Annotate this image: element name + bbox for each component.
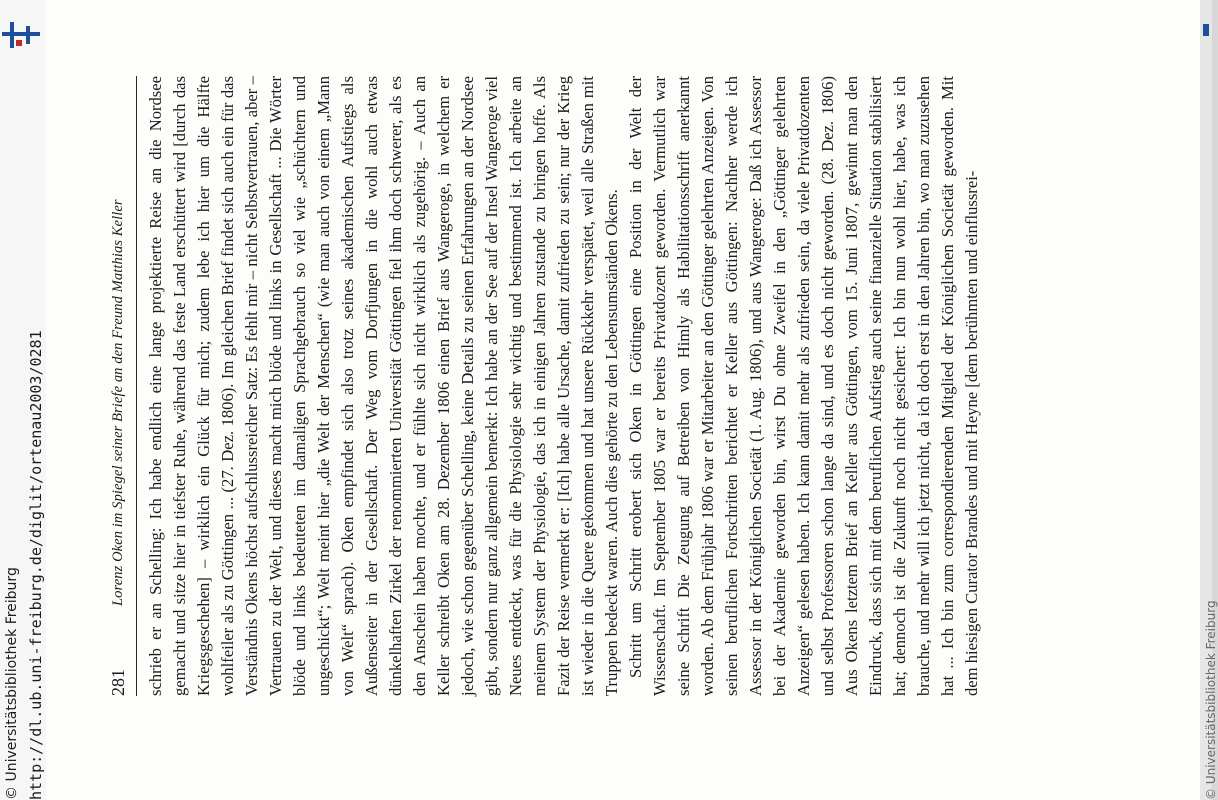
library-logo-icon [2, 22, 40, 48]
copyright-label: © Universitätsbibliothek Freiburg [4, 567, 20, 800]
viewer-left-margin [0, 0, 46, 800]
paragraph: Schritt um Schritt erobert sich Oken in Göttingen eine Position in der Welt der Wissenschaft. Im September 1805 war er bereits Privatdozent geworden. Vermutlich war seine Schrift Die Zeugung auf Betreiben von Himly als Habilitationsschrift anerkannt worden. Ab dem Frühjahr 1806 war er Mitarbeiter an den Göttinger gelehrten Anzeigen. Von seinen beruflichen Fortschritten berichtet er Keller aus Göttingen: Nachher werde ich Assessor in der Königlichen Societät (1. Aug. 1806), und aus Wangeroge: Daß ich Assessor bei der Akademie geworden bin, wirst Du ohne Zweifel in den „Göttinger gelehrten Anzeigen“ gelesen haben. Ich kann damit mehr als zufrieden sein, da viele Privatdozenten und selbst Professoren schon lange da sind, und es doch nicht geworden. (28. Dez. 1806) Aus Okens letztem Brief an Keller aus Göttingen, vom 15. Juni 1807, gewinnt man den Eindruck, dass sich mit dem beruflichen Aufstieg auch seine finanzielle Situation stabilisiert hat; dennoch ist die Zukunft noch nicht gesichert: Ich bin nun wohl hier, habe, was ich brauche, und mehr will ich jetzt nicht, da ich doch erst in den Jahren bin, wo man zuzusehen hat ... Ich bin zum correspondierenden Mitglied der Königlichen Societät geworden. Mit dem hiesigen Curator Brandes und mit Heyne [dem berühmten und einflussrei- [626, 76, 981, 696]
running-head: Lorenz Oken im Spiegel seiner Briefe an den Freund Matthias Keller [110, 199, 126, 606]
paragraph: schrieb er an Schelling: Ich habe endlich eine lange projektierte Reise an die Nordsee gemacht und sitze hier in tiefster Ruhe, während das feste Land erschüttert wird [durch das Kriegsgeschehen] – wirklich ein Glück für mich; zudem lebe ich hier um die Hälfte wohlfeiler als zu Göttingen ... (27. Dez. 1806). Im gleichen Brief findet sich auch ein für das Verständnis Okens höchst aufschlussreicher Satz: Es fehlt mir – nicht Selbstvertrauen, aber – Vertrauen zu der Welt, und dieses macht mich blöde und links in Gesellschaft ... Die Wörter blöde und links bedeuteten im damaligen Sprachgebrauch so viel wie „schüchtern und ungeschickt“; Welt meint hier „die Welt der Menschen“ (wie man auch von einem „Mann von Welt“ sprach). Oken empfindet sich also trotz seines akademischen Aufstiegs als Außenseiter in der Gesellschaft. Der Weg vom Dorfjungen in die wohl auch etwas dünkelhaften Zirkel der renommierten Universität Göttingen fiel ihm doch schwerer, als es den Anschein haben mochte, und er fühlte sich nicht wirklich als zugehörig. – Auch an Keller schreibt Oken am 28. Dezember 1806 einen Brief aus Wangeroge, in welchem er jedoch, wie schon gegenüber Schelling, keine Details zu seinen Erfahrungen an der Nordsee gibt, sondern nur ganz allgemein bemerkt: Ich habe an der See auf der Insel Wangeroge viel Neues entdeckt, was für die Physiologie sehr wichtig und bestimmend ist. Ich arbeite an meinem System der Physiologie, das ich in einigen Jahren zustande zu bringen hoffe. Als Fazit der Reise vermerkt er: [Ich] habe alle Ursache, damit zufrieden zu sein; nur der Krieg ist wieder in die Quere gekommen und hat unsere Rückkehr verspätet, weil alle Straßen mit Truppen bedeckt waren. Auch dies gehörte zu den Lebensumständen Okens. [146, 76, 621, 696]
page-content [106, 76, 1146, 696]
page-header [106, 76, 132, 696]
header-rule [136, 76, 137, 696]
permalink-url[interactable]: http://dl.ub.uni-freiburg.de/diglit/ortenau2003/0281 [27, 330, 45, 800]
right-edge-ghost-text: © Universitätsbibliothek Freiburg [1204, 600, 1218, 800]
body-text [144, 76, 1144, 696]
page-number: 281 [108, 669, 128, 696]
marker-icon [1203, 24, 1209, 36]
